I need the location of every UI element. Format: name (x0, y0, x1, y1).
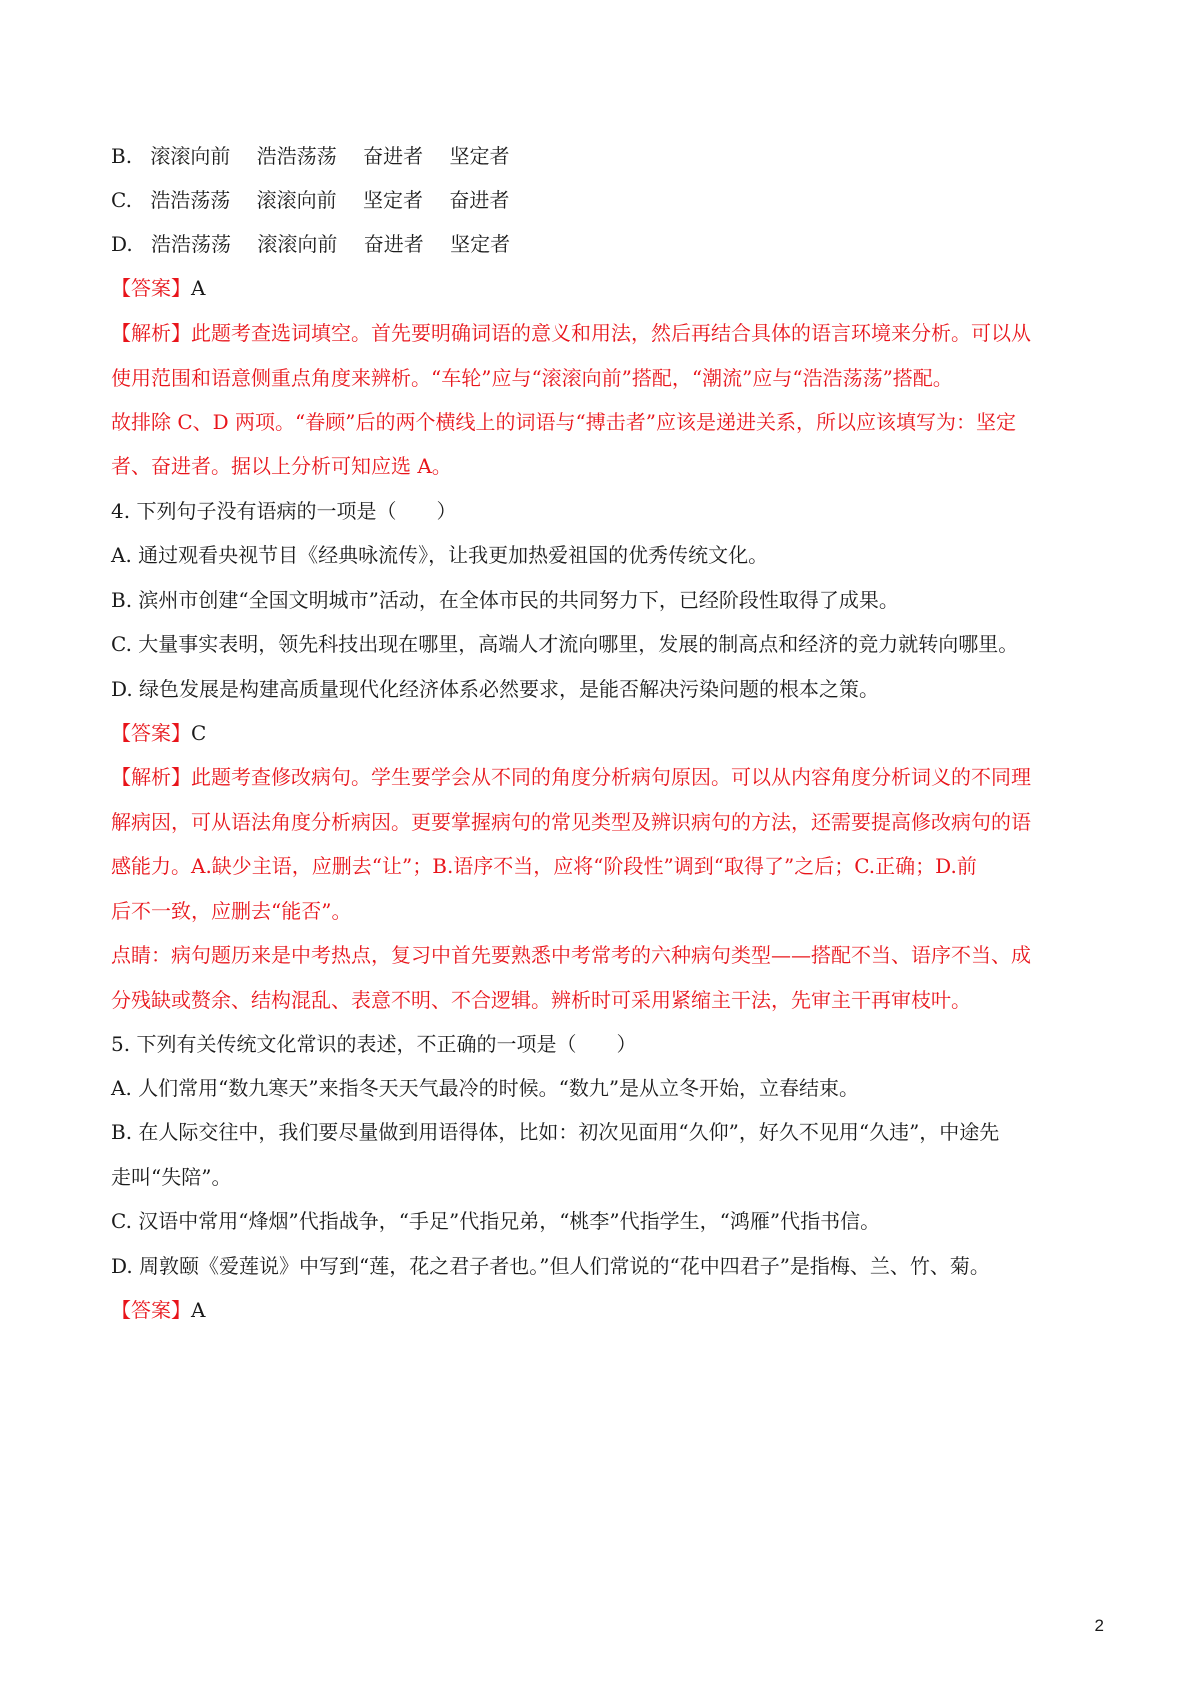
option-word: 浩浩荡荡 (256, 144, 337, 168)
q5-option-a: A. 人们常用“数九寒天”来指冬天天气最冷的时候。“数九”是从立冬开始，立春结束。 (111, 1076, 860, 1100)
q4-analysis-line: 后不一致，应删去“能否”。 (111, 899, 352, 923)
q3-analysis-line: 故排除 C、D 两项。“眷顾”后的两个横线上的词语与“搏击者”应该是递进关系，所以应该填写为：坚定 (111, 410, 1016, 434)
q3-analysis-line: 【解析】此题考查选词填空。首先要明确词语的意义和用法，然后再结合具体的语言环境来分析。可以从 (111, 321, 1031, 345)
q4-option-d: D. 绿色发展是构建高质量现代化经济体系必然要求，是能否解决污染问题的根本之策。 (111, 677, 880, 701)
q4-stem: 4. 下列句子没有语病的一项是（ ） (111, 499, 457, 523)
q4-option-b: B. 滨州市创建“全国文明城市”活动，在全体市民的共同努力下，已经阶段性取得了成果。 (111, 588, 899, 612)
q5-option-c: C. 汉语中常用“烽烟”代指战争，“手足”代指兄弟，“桃李”代指学生，“鸿雁”代指书信。 (111, 1209, 881, 1233)
q3-option-b (111, 142, 1101, 170)
q5-option-b: B. 在人际交往中，我们要尽量做到用语得体，比如：初次见面用“久仰”，好久不见用“久违”，中途先 (111, 1120, 1000, 1144)
q4-answer (111, 719, 1101, 747)
q5-answer (111, 1296, 1101, 1324)
answer-tag: 【答案】 (111, 721, 191, 745)
option-word: 坚定者 (449, 144, 510, 168)
page-number: 2 (1094, 1616, 1104, 1635)
option-word: 奋进者 (363, 144, 424, 168)
q4-option-a: A. 通过观看央视节目《经典咏流传》，让我更加热爱祖国的优秀传统文化。 (111, 543, 769, 567)
q3-option-d (111, 230, 1101, 258)
q3-option-c (111, 186, 1101, 214)
q4-analysis-line: 感能力。A.缺少主语，应删去“让”；B.语序不当，应将“阶段性”调到“取得了”之后；C.正确；D.前 (111, 854, 977, 878)
option-word: 坚定者 (450, 232, 511, 256)
q3-analysis-line: 者、奋进者。据以上分析可知应选 A。 (111, 454, 452, 478)
answer-value: A (191, 276, 206, 300)
answer-tag: 【答案】 (111, 276, 191, 300)
answer-value: A (191, 1298, 206, 1322)
option-word: 坚定者 (363, 188, 424, 212)
option-word: 奋进者 (363, 232, 424, 256)
q3-analysis-line: 使用范围和语意侧重点角度来辨析。“车轮”应与“滚滚向前”搭配，“潮流”应与“浩浩荡荡”搭配。 (111, 366, 953, 390)
option-letter: C. (111, 188, 132, 212)
answer-tag: 【答案】 (111, 1298, 191, 1322)
q5-stem: 5. 下列有关传统文化常识的表述，不正确的一项是（ ） (111, 1032, 637, 1056)
q4-tip-line: 分残缺或赘余、结构混乱、表意不明、不合逻辑。辨析时可采用紧缩主干法，先审主干再审枝叶。 (111, 988, 971, 1012)
q4-option-c: C. 大量事实表明，领先科技出现在哪里，高端人才流向哪里，发展的制高点和经济的竞力就转向哪里。 (111, 632, 1019, 656)
q4-tip-line: 点睛：病句题历来是中考热点，复习中首先要熟悉中考常考的六种病句类型——搭配不当、语序不当、成 (111, 943, 1031, 967)
option-word: 滚滚向前 (150, 144, 231, 168)
option-word: 奋进者 (449, 188, 510, 212)
option-word: 浩浩荡荡 (151, 232, 232, 256)
q5-option-b-continued: 走叫“失陪”。 (111, 1165, 232, 1189)
option-word: 滚滚向前 (256, 188, 337, 212)
q4-analysis-line: 解病因，可从语法角度分析病因。更要掌握病句的常见类型及辨识病句的方法，还需要提高修改病句的语 (111, 810, 1031, 834)
option-letter: D. (111, 232, 133, 256)
q5-option-d: D. 周敦颐《爱莲说》中写到“莲，花之君子者也。”但人们常说的“花中四君子”是指梅、兰、竹、菊。 (111, 1254, 990, 1278)
q3-answer (111, 274, 1101, 302)
option-letter: B. (111, 144, 133, 168)
option-word: 浩浩荡荡 (150, 188, 231, 212)
option-word: 滚滚向前 (257, 232, 338, 256)
answer-value: C (191, 721, 207, 745)
q4-analysis-line: 【解析】此题考查修改病句。学生要学会从不同的角度分析病句原因。可以从内容角度分析词义的不同理 (111, 765, 1031, 789)
